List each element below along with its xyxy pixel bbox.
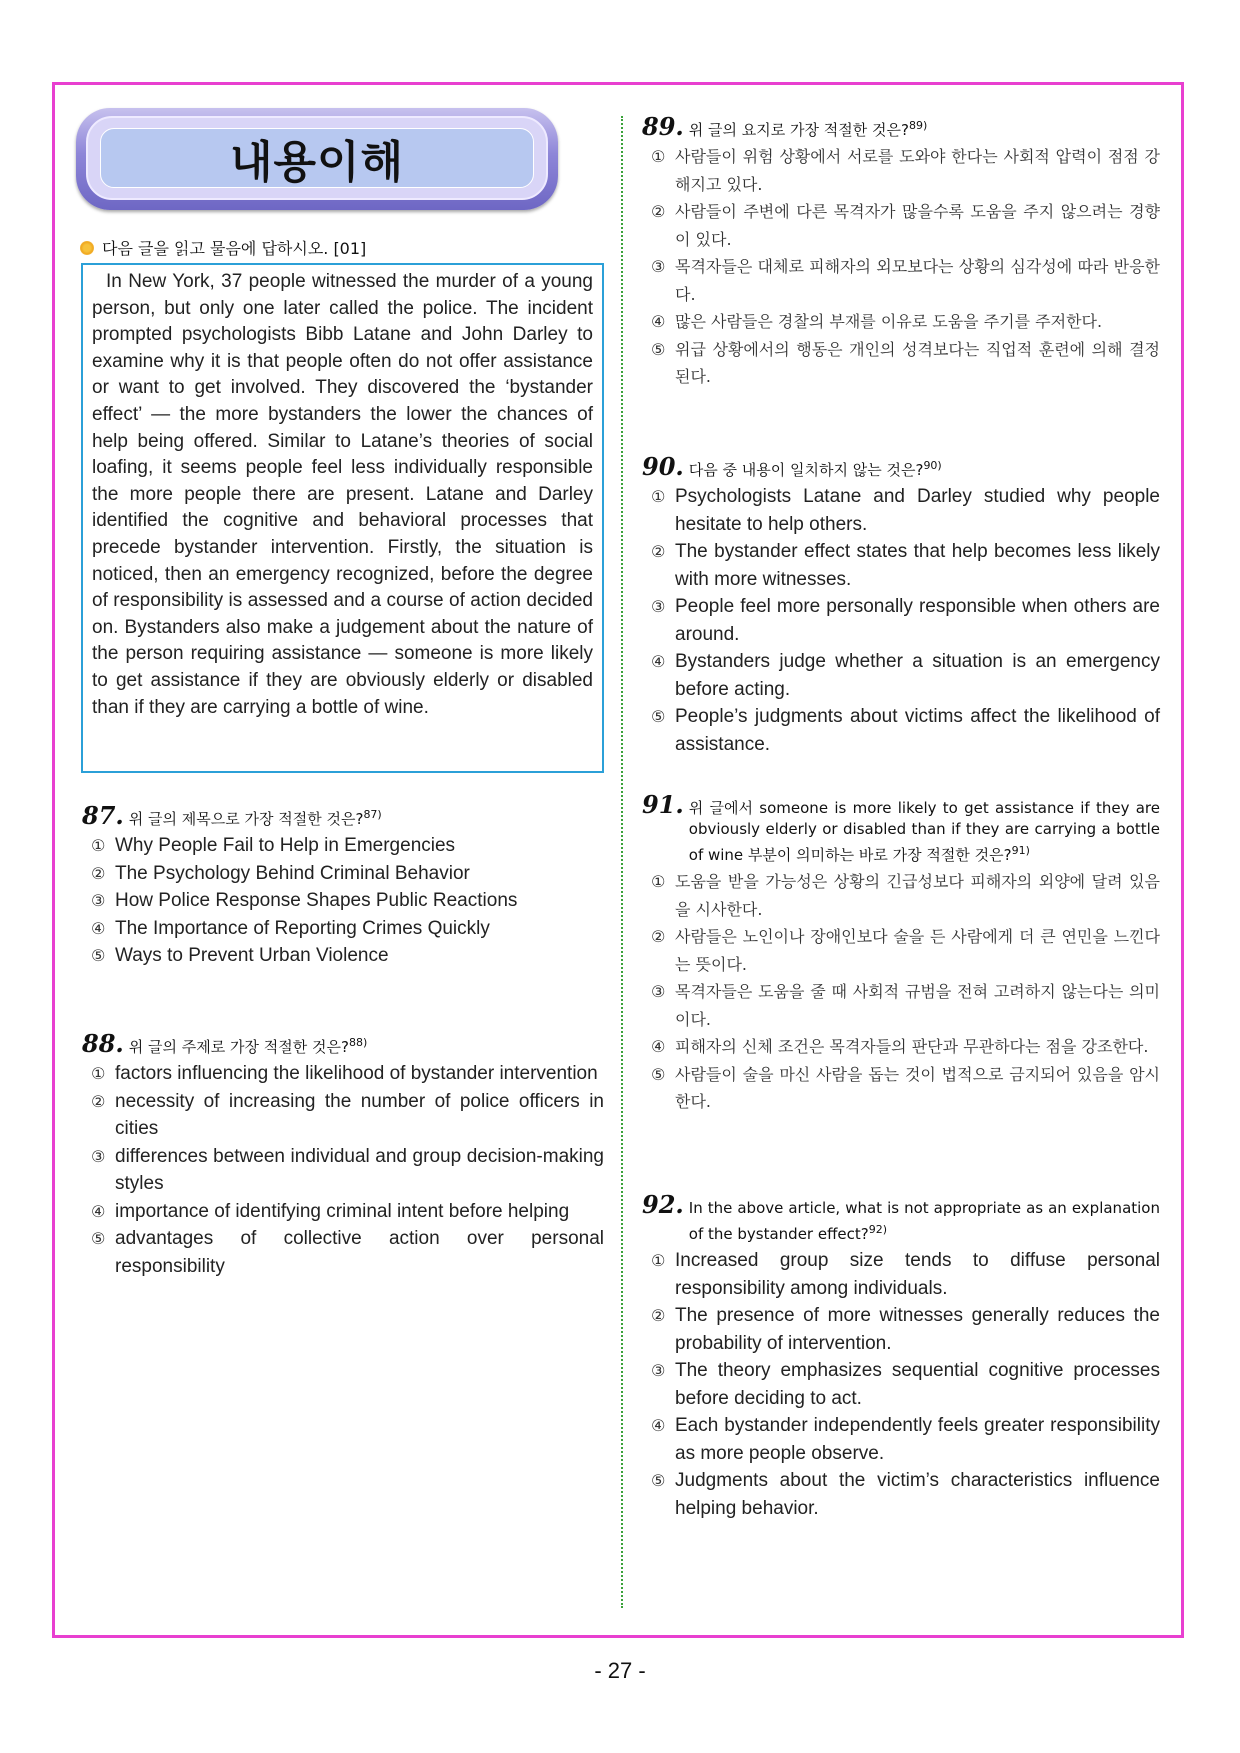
option-list	[82, 832, 604, 970]
option-3[interactable]: ③ 목격자들은 대체로 피해자의 외모보다는 상황의 심각성에 따라 반응한다.	[651, 257, 1160, 304]
question-text: 위 글의 제목으로 가장 적절한 것은?$^{87)}$	[128, 808, 382, 828]
option-2[interactable]: ② The presence of more witnesses generally reduces the probability of intervention.	[651, 1305, 1160, 1354]
option-2[interactable]: ② The bystander effect states that help becomes less likely with more witnesses.	[651, 541, 1160, 590]
question-text: 위 글에서 someone is more likely to get assistance if they are obviously elderly or disabled than if they are carrying a bottle of wine 부분이 의미하는 바로 가장 적절한 것은?$^{91)}$	[688, 799, 1160, 864]
question-91	[642, 790, 1160, 1116]
option-3[interactable]: ③ differences between individual and group decision-making styles	[91, 1145, 604, 1194]
option-5[interactable]: ⑤ 사람들이 술을 마신 사람을 돕는 것이 법적으로 금지되어 있음을 암시한다.	[651, 1064, 1160, 1111]
option-4[interactable]: ④ Bystanders judge whether a situation is an emergency before acting.	[651, 651, 1160, 700]
question-number: 92.	[642, 1190, 684, 1219]
question-number: 87.	[82, 801, 124, 830]
option-4[interactable]: ④ Each bystander independently feels greater responsibility as more people observe.	[651, 1415, 1160, 1464]
option-4[interactable]: ④ 많은 사람들은 경찰의 부재를 이유로 도움을 주기를 주저한다.	[651, 312, 1103, 331]
section-banner	[76, 108, 558, 210]
option-1[interactable]: ① Why People Fail to Help in Emergencies	[91, 835, 456, 856]
question-text: 위 글의 요지로 가장 적절한 것은?$^{89)}$	[688, 119, 928, 139]
option-5[interactable]: ⑤ Ways to Prevent Urban Violence	[91, 945, 389, 966]
passage-text: In New York, 37 people witnessed the murder of a young person, but only one later called the police. The incident prompted psychologists Bibb Latane and John Darley to examine why it is that people often do not offer assistance or want to get involved. They discovered the ‘bystander effect’ — the more bystanders the lower the chances of help being offered. Similar to Latane’s theories of social loafing, it seems people feel less individually responsible the more people there are present. Latane and Darley identified the cognitive and behavioral processes that precede bystander intervention. Firstly, the situation is noticed, then an emergency recognized, before the degree of responsibility is assessed and a course of action decided on. Bystanders also make a judgement about the nature of the person requiring assistance — someone is more likely to get assistance if they are obviously elderly or disabled than if they are carrying a bottle of wine.	[92, 271, 593, 718]
question-90	[642, 452, 1160, 758]
option-list	[642, 1247, 1160, 1522]
option-3[interactable]: ③ 목격자들은 도움을 줄 때 사회적 규범을 전혀 고려하지 않는다는 의미이다.	[651, 982, 1160, 1029]
page-number: - 27 -	[594, 1658, 646, 1683]
option-list	[642, 483, 1160, 758]
option-4[interactable]: ④ importance of identifying criminal intent before helping	[91, 1200, 570, 1222]
option-list	[642, 143, 1160, 391]
option-4[interactable]: ④ 피해자의 신체 조건은 목격자들의 판단과 무관하다는 점을 강조한다.	[651, 1037, 1149, 1056]
option-1[interactable]: ① Increased group size tends to diffuse personal responsibility among individuals.	[651, 1250, 1160, 1299]
question-text: 다음 중 내용이 일치하지 않는 것은?$^{90)}$	[688, 459, 942, 479]
option-list	[82, 1060, 604, 1280]
question-number: 91.	[642, 790, 684, 819]
passage-box	[81, 263, 604, 773]
question-88	[82, 1029, 604, 1280]
instruction	[80, 236, 366, 259]
option-3[interactable]: ③ People feel more personally responsible when others are around.	[651, 596, 1160, 645]
question-text: In the above article, what is not appropriate as an explanation of the bystander effect?$^{92)}$	[688, 1199, 1160, 1243]
question-number: 90.	[642, 452, 684, 481]
question-87	[82, 801, 604, 970]
option-5[interactable]: ⑤ advantages of collective action over personal responsibility	[91, 1228, 604, 1277]
question-text: 위 글의 주제로 가장 적절한 것은?$^{88)}$	[128, 1036, 368, 1056]
option-2[interactable]: ② necessity of increasing the number of police officers in cities	[91, 1090, 604, 1139]
option-list	[642, 868, 1160, 1116]
question-number: 88.	[82, 1029, 124, 1058]
option-2[interactable]: ② The Psychology Behind Criminal Behavior	[91, 862, 470, 884]
question-number: 89.	[642, 112, 684, 141]
option-5[interactable]: ⑤ People’s judgments about victims affect the likelihood of assistance.	[651, 706, 1160, 755]
option-1[interactable]: ① 사람들이 위험 상황에서 서로를 도와야 한다는 사회적 압력이 점점 강해지고 있다.	[651, 147, 1160, 194]
instruction-text: 다음 글을 읽고 물음에 답하시오. [01]	[102, 239, 367, 258]
flower-icon	[80, 241, 94, 255]
question-89	[642, 112, 1160, 391]
option-1[interactable]: ① factors influencing the likelihood of bystander intervention	[91, 1063, 598, 1084]
option-4[interactable]: ④ The Importance of Reporting Crimes Quickly	[91, 917, 490, 939]
option-3[interactable]: ③ The theory emphasizes sequential cognitive processes before deciding to act.	[651, 1360, 1160, 1409]
option-5[interactable]: ⑤ 위급 상황에서의 행동은 개인의 성격보다는 직업적 훈련에 의해 결정된다.	[651, 339, 1160, 386]
option-1[interactable]: ① 도움을 받을 가능성은 상황의 긴급성보다 피해자의 외양에 달려 있음을 시사한다.	[651, 872, 1160, 919]
option-5[interactable]: ⑤ Judgments about the victim’s characteristics influence helping behavior.	[651, 1470, 1160, 1519]
option-1[interactable]: ① Psychologists Latane and Darley studied why people hesitate to help others.	[651, 486, 1160, 535]
column-divider	[621, 116, 623, 1608]
option-2[interactable]: ② 사람들이 주변에 다른 목격자가 많을수록 도움을 주지 않으려는 경향이 있다.	[651, 202, 1160, 249]
question-92	[642, 1190, 1160, 1522]
option-2[interactable]: ② 사람들은 노인이나 장애인보다 술을 든 사람에게 더 큰 연민을 느낀다는 뜻이다.	[651, 927, 1160, 974]
section-title: 내용이해	[229, 137, 404, 188]
option-3[interactable]: ③ How Police Response Shapes Public Reactions	[91, 890, 518, 911]
